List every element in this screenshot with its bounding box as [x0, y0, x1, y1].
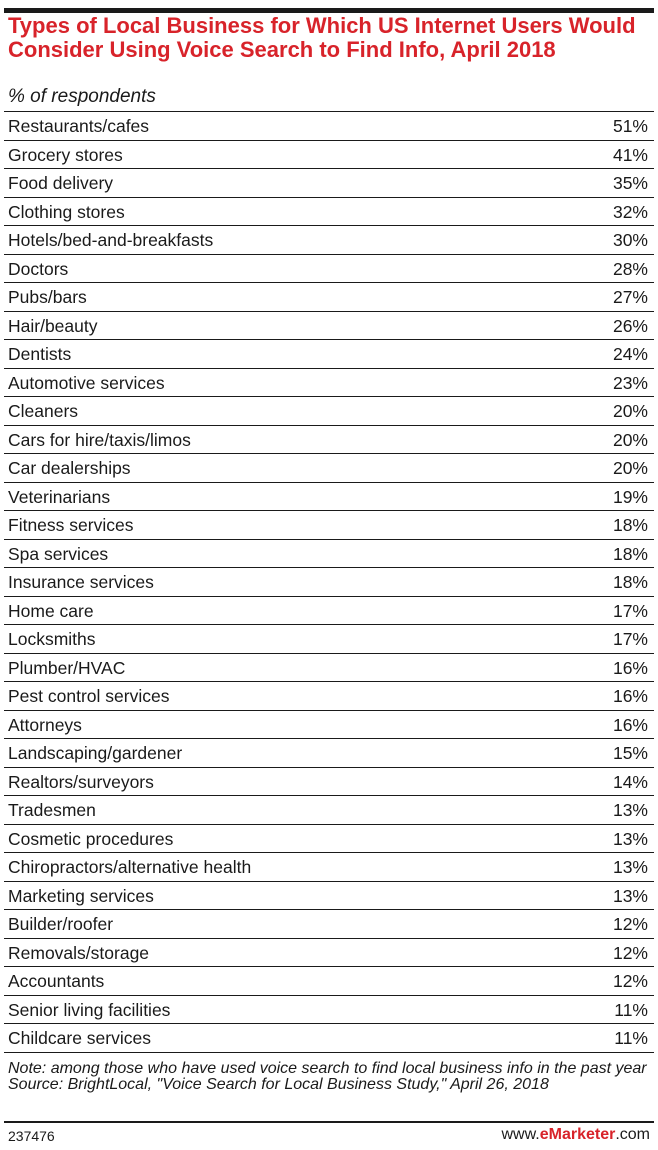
- row-value: 16%: [612, 714, 648, 735]
- chart-subtitle: % of respondents: [8, 86, 156, 107]
- row-label: Childcare services: [8, 1028, 151, 1048]
- row-label: Senior living facilities: [8, 999, 171, 1020]
- row-label: Pubs/bars: [8, 287, 87, 307]
- row-label: Spa services: [8, 543, 109, 564]
- table-row: [4, 454, 654, 483]
- table-row: [4, 169, 654, 198]
- row-value: 24%: [612, 344, 648, 364]
- table-row: [4, 1024, 654, 1053]
- table-row: [4, 939, 654, 968]
- row-label: Clothing stores: [8, 201, 125, 222]
- chart-title: Types of Local Business for Which US Internet Users Would Consider Using Voice Search to Find Info, April 2018: [8, 13, 636, 62]
- table-row: [4, 825, 654, 854]
- table-row: [4, 112, 654, 141]
- row-label: Plumber/HVAC: [8, 657, 126, 678]
- bottom-rule: [4, 1121, 654, 1123]
- row-label: Builder/roofer: [8, 914, 114, 934]
- row-label: Veterinarians: [8, 486, 111, 507]
- table-row: [4, 283, 654, 312]
- table-row: [4, 141, 654, 170]
- row-label: Car dealerships: [8, 458, 131, 478]
- row-label: Food delivery: [8, 173, 114, 193]
- row-label: Restaurants/cafes: [8, 116, 150, 136]
- row-label: Cars for hire/taxis/limos: [8, 429, 191, 450]
- table-row: [4, 853, 654, 882]
- row-label: Fitness services: [8, 515, 134, 535]
- table-row: [4, 397, 654, 426]
- table-row: [4, 540, 654, 569]
- row-label: Doctors: [8, 258, 69, 279]
- row-label: Locksmiths: [8, 629, 96, 649]
- row-label: Dentists: [8, 344, 72, 364]
- row-label: Chiropractors/alternative health: [8, 857, 252, 877]
- row-value: 20%: [612, 401, 648, 421]
- row-value: 27%: [612, 287, 648, 307]
- table-row: [4, 255, 654, 284]
- row-value: 28%: [612, 258, 648, 279]
- chart-source: Source: BrightLocal, "Voice Search for Local Business Study," April 26, 2018: [8, 1076, 549, 1093]
- table-row: [4, 312, 654, 341]
- row-label: Home care: [8, 600, 94, 621]
- row-value: 12%: [612, 971, 648, 991]
- chart-footer: [8, 1061, 652, 1093]
- row-value: 11%: [614, 999, 648, 1020]
- row-value: 16%: [612, 686, 648, 706]
- brand-name: eMarketer: [539, 1126, 616, 1143]
- table-row: [4, 340, 654, 369]
- data-table: [4, 111, 654, 1053]
- row-label: Landscaping/gardener: [8, 743, 183, 763]
- row-label: Attorneys: [8, 714, 82, 735]
- table-row: [4, 768, 654, 797]
- row-label: Tradesmen: [8, 800, 96, 820]
- row-value: 14%: [612, 771, 648, 792]
- table-row: [4, 369, 654, 398]
- row-label: Removals/storage: [8, 942, 150, 963]
- chart-note: Note: among those who have used voice search to find local business info in the past year: [8, 1060, 647, 1077]
- row-label: Hair/beauty: [8, 315, 98, 336]
- table-row: [4, 739, 654, 768]
- row-value: 18%: [612, 572, 648, 592]
- table-row: [4, 967, 654, 996]
- row-label: Hotels/bed-and-breakfasts: [8, 230, 214, 250]
- brand-link[interactable]: [501, 1126, 650, 1144]
- table-row: [4, 625, 654, 654]
- brand-suffix: .com: [615, 1126, 650, 1143]
- row-label: Marketing services: [8, 885, 154, 906]
- row-label: Cleaners: [8, 401, 79, 421]
- row-value: 16%: [612, 657, 648, 678]
- row-value: 12%: [612, 914, 648, 934]
- row-label: Grocery stores: [8, 144, 123, 165]
- row-value: 32%: [612, 201, 648, 222]
- row-value: 12%: [612, 942, 648, 963]
- table-row: [4, 198, 654, 227]
- row-label: Realtors/surveyors: [8, 771, 154, 792]
- row-value: 20%: [612, 429, 648, 450]
- row-value: 26%: [612, 315, 648, 336]
- row-value: 11%: [614, 1028, 648, 1048]
- table-row: [4, 511, 654, 540]
- table-row: [4, 996, 654, 1025]
- table-row: [4, 568, 654, 597]
- table-row: [4, 796, 654, 825]
- row-value: 41%: [612, 144, 648, 165]
- row-value: 13%: [612, 857, 648, 877]
- table-row: [4, 654, 654, 683]
- table-row: [4, 910, 654, 939]
- table-row: [4, 597, 654, 626]
- chart-id: 237476: [8, 1128, 55, 1144]
- table-row: [4, 882, 654, 911]
- row-label: Insurance services: [8, 572, 154, 592]
- row-value: 23%: [612, 372, 648, 393]
- row-label: Cosmetic procedures: [8, 828, 174, 849]
- row-value: 19%: [612, 486, 648, 507]
- row-value: 13%: [612, 828, 648, 849]
- table-row: [4, 483, 654, 512]
- row-value: 35%: [612, 173, 648, 193]
- row-value: 30%: [612, 230, 648, 250]
- table-row: [4, 682, 654, 711]
- row-value: 15%: [612, 743, 648, 763]
- table-row: [4, 226, 654, 255]
- row-value: 18%: [612, 543, 648, 564]
- row-value: 13%: [612, 800, 648, 820]
- row-value: 13%: [612, 885, 648, 906]
- row-label: Pest control services: [8, 686, 170, 706]
- row-value: 17%: [612, 600, 648, 621]
- row-label: Accountants: [8, 971, 105, 991]
- table-row: [4, 711, 654, 740]
- row-label: Automotive services: [8, 372, 165, 393]
- brand-prefix: www.: [501, 1126, 540, 1143]
- row-value: 18%: [612, 515, 648, 535]
- row-value: 20%: [612, 458, 648, 478]
- chart-frame: [4, 0, 654, 1150]
- table-row: [4, 426, 654, 455]
- row-value: 51%: [612, 116, 648, 136]
- row-value: 17%: [612, 629, 648, 649]
